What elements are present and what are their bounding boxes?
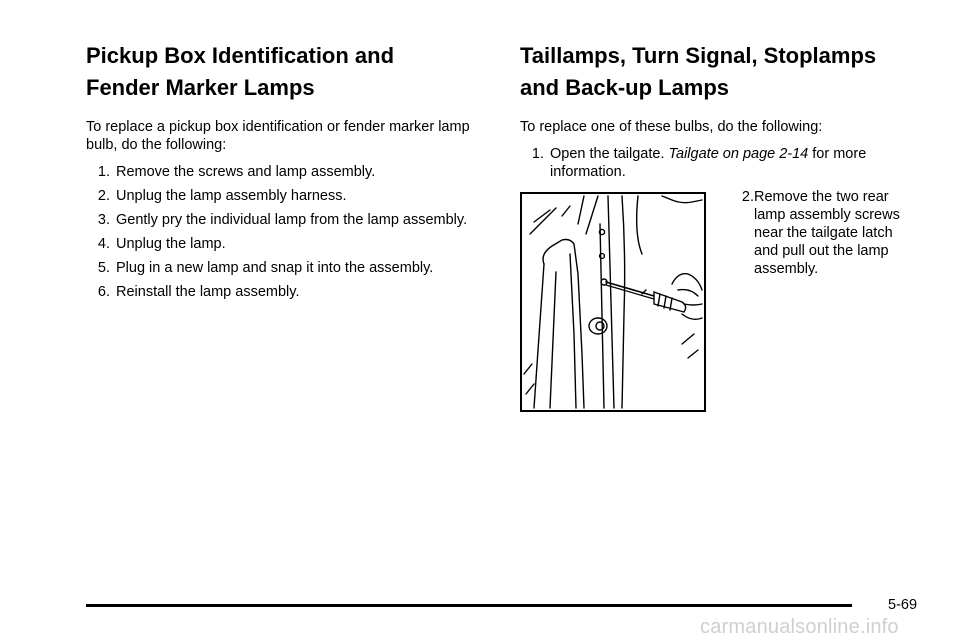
right-heading-line1: Taillamps, Turn Signal, Stoplamps (520, 43, 877, 68)
list-item: 4. Unplug the lamp. (97, 236, 226, 252)
list-item: 1. Open the tailgate. Tailgate on page 2-14 for more information. (531, 146, 867, 180)
left-intro: To replace a pickup box identification or fender marker lamp bulb, do the following: (86, 119, 470, 153)
tailgate-reference-link[interactable]: Tailgate on page 2-14 (668, 146, 809, 162)
right-heading (520, 40, 920, 104)
list-item: 3. Gently pry the individual lamp from the lamp assembly. (97, 212, 468, 228)
list-item: 1. Remove the screws and lamp assembly. (97, 164, 376, 180)
left-heading-line1: Pickup Box Identification and (86, 43, 395, 68)
left-heading (86, 40, 486, 104)
list-item: 2. Unplug the lamp assembly harness. (97, 188, 347, 204)
right-step-2: 2. Remove the two rear lamp assembly screws near the tailgate latch and pull out the lamp assembly. (741, 189, 900, 277)
page-number: 5-69 (888, 597, 918, 613)
illustration-drawing (522, 194, 704, 410)
right-column (520, 40, 920, 187)
watermark: carmanualsonline.info (700, 616, 899, 638)
right-intro: To replace one of these bulbs, do the following: (520, 119, 823, 135)
right-heading-line2: and Back-up Lamps (520, 75, 730, 100)
list-item: 5. Plug in a new lamp and snap it into the assembly. (97, 260, 434, 276)
taillamp-screwdriver-illustration (520, 192, 706, 412)
right-steps-list (520, 145, 920, 181)
footer-rule (86, 604, 852, 607)
left-steps-list (86, 163, 486, 301)
left-column (86, 40, 486, 307)
list-item: 6. Reinstall the lamp assembly. (97, 284, 300, 300)
left-heading-line2: Fender Marker Lamps (86, 75, 315, 100)
